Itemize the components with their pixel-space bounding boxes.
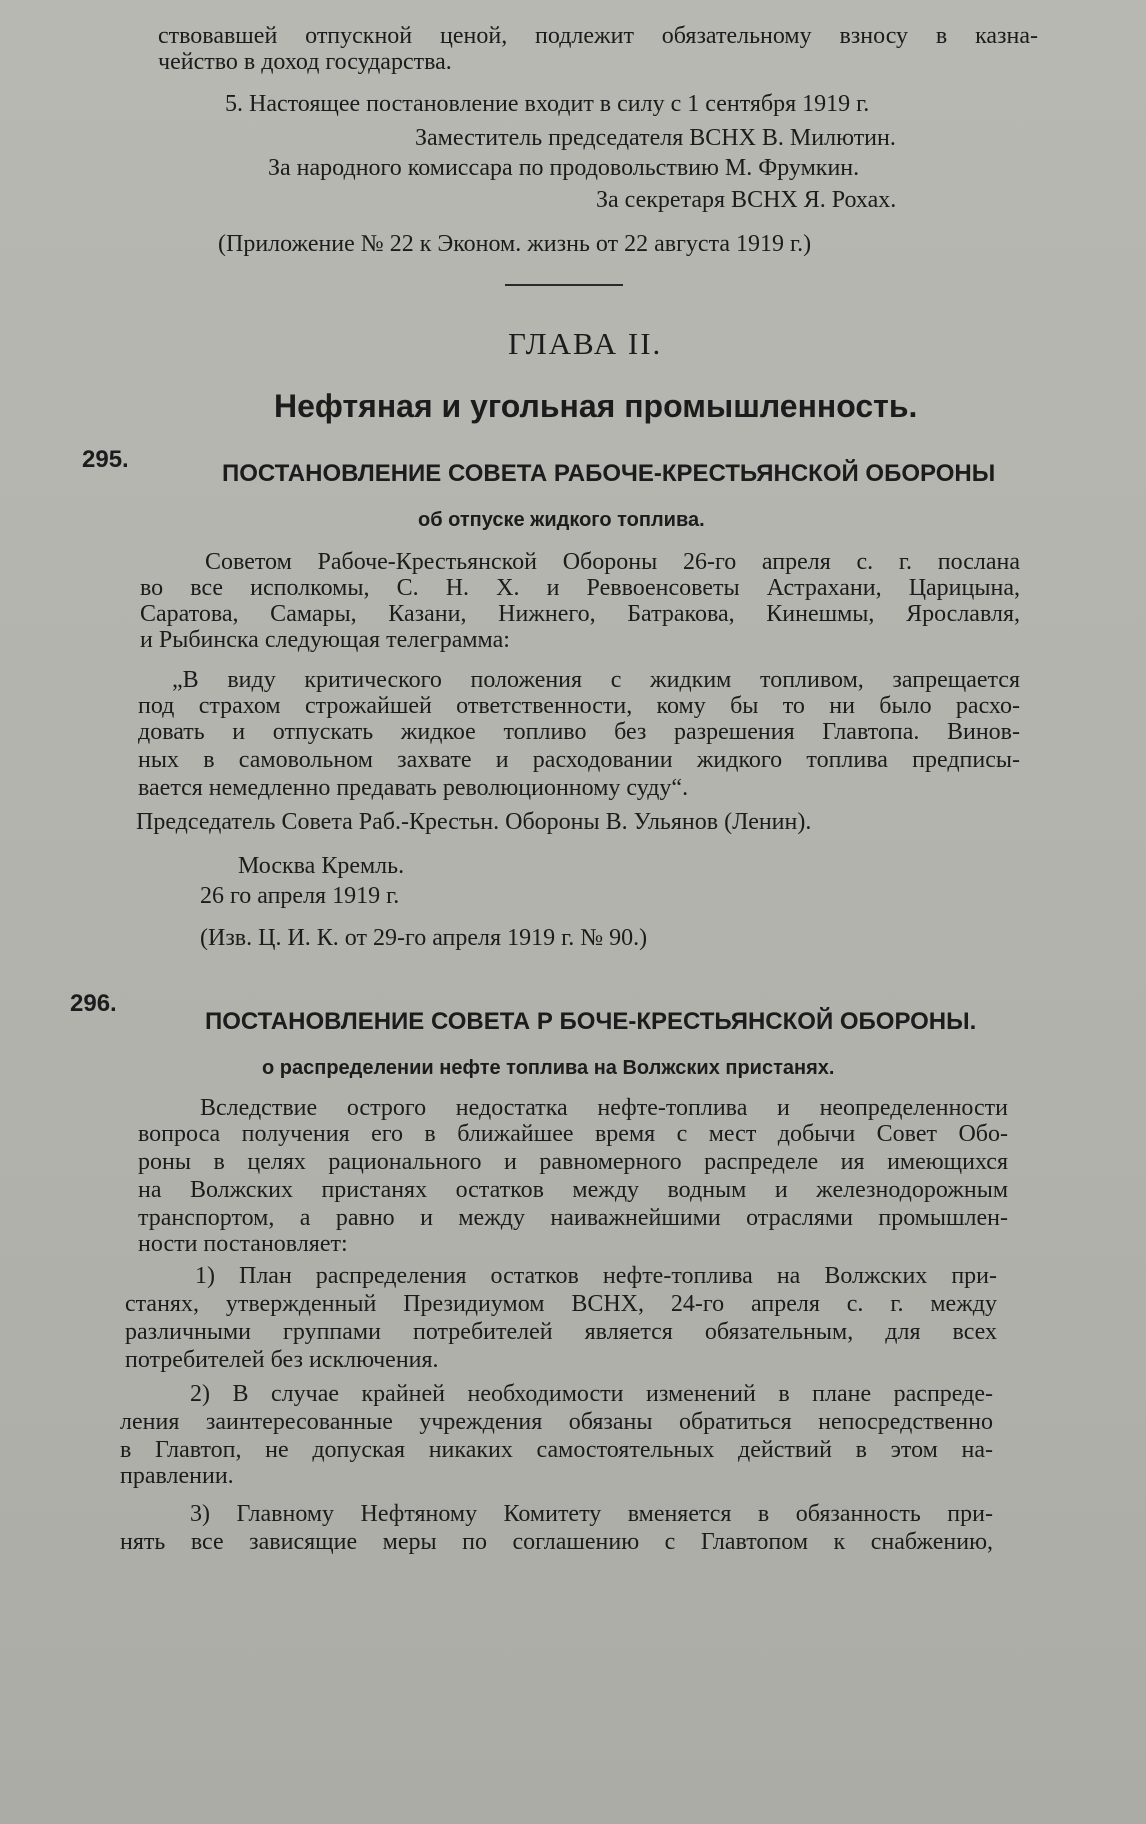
point-1-line-2: станях, утвержденный Президиумом ВСНХ, 24-го апреля с. г. между (125, 1291, 997, 1317)
decree-295-intro-4: и Рыбинска следующая телеграмма: (140, 627, 510, 653)
point-2-line-4: правлении. (120, 1463, 234, 1489)
item-5: 5. Настоящее постановление входит в силу с 1 сентября 1919 г. (225, 91, 870, 117)
chapter-title: Нефтяная и угольная промышленность. (274, 388, 918, 424)
point-3-line-2: нять все зависящие меры по соглашению с Главтопом к снабжению, (120, 1529, 993, 1555)
point-1-line-1: 1) План распределения остатков нефте-топлива на Волжских при- (195, 1263, 997, 1289)
decree-296-intro-2: вопроса получения его в ближайшее время с мест добычи Совет Обо- (138, 1121, 1008, 1147)
point-2-line-2: ления заинтересованные учреждения обязаны обратиться непосредственно (120, 1409, 993, 1435)
point-3-line-1: 3) Главному Нефтяному Комитету вменяется в обязанность при- (190, 1501, 993, 1527)
telegram-line-3: довать и отпускать жидкое топливо без разрешения Главтопа. Винов- (138, 719, 1020, 745)
point-2-line-1: 2) В случае крайней необходимости изменений в плане распреде- (190, 1381, 993, 1407)
decree-296-intro-4: на Волжских пристанях остатков между водным и железнодорожным (138, 1177, 1008, 1203)
signature-frumkin: За народного комиссара по продовольствию М. Фрумкин. (268, 155, 860, 181)
decree-295-intro-3: Саратова, Самары, Казани, Нижнего, Батракова, Кинешмы, Ярославля, (140, 601, 1020, 627)
appendix-note: (Приложение № 22 к Эконом. жизнь от 22 августа 1919 г.) (218, 231, 812, 257)
decree-295-date: 26 го апреля 1919 г. (200, 883, 400, 909)
divider-rule (505, 284, 623, 286)
decree-296-number: 296. (70, 990, 117, 1017)
point-1-line-4: потребителей без исключения. (125, 1347, 439, 1373)
decree-296-intro-1: Вследствие острого недостатка нефте-топлива и неопределенности (200, 1095, 1008, 1121)
decree-296-subtitle: о распределении нефте топлива на Волжских пристанях. (262, 1057, 835, 1079)
decree-296-intro-5: транспортом, а равно и между наиважнейшими отраслями промышлен- (138, 1205, 1008, 1231)
decree-295-subtitle: об отпуске жидкого топлива. (418, 509, 705, 531)
telegram-line-5: вается немедленно предавать революционному суду“. (138, 775, 689, 801)
telegram-line-4: ных в самовольном захвате и расходовании жидкого топлива предписы- (138, 747, 1020, 773)
decree-295-title: ПОСТАНОВЛЕНИЕ СОВЕТА РАБОЧЕ-КРЕСТЬЯНСКОЙ ОБОРОНЫ (222, 460, 996, 487)
signature-milyutin: Заместитель председателя ВСНХ В. Милютин. (415, 125, 896, 151)
top-line-2: чейство в доход государства. (158, 49, 452, 75)
signature-secretary: За секретаря ВСНХ Я. Рохах. (596, 187, 897, 213)
chapter-heading: ГЛАВА II. (508, 326, 663, 361)
decree-295-intro-1: Советом Рабоче-Крестьянской Обороны 26-го апреля с. г. послана (205, 549, 1020, 575)
decree-295-number: 295. (82, 446, 129, 473)
decree-296-intro-6: ности постановляет: (138, 1231, 348, 1257)
point-1-line-3: различными группами потребителей является обязательным, для всех (125, 1319, 997, 1345)
decree-295-source: (Изв. Ц. И. К. от 29-го апреля 1919 г. № 90.) (200, 925, 648, 951)
point-2-line-3: в Главтоп, не допуская никаких самостоятельных действий в этом на- (120, 1437, 993, 1463)
decree-296-title: ПОСТАНОВЛЕНИЕ СОВЕТА Р БОЧЕ-КРЕСТЬЯНСКОЙ ОБОРОНЫ. (205, 1008, 977, 1035)
telegram-line-1: „В виду критического положения с жидким топливом, запрещается (172, 667, 1020, 693)
decree-295-place: Москва Кремль. (238, 853, 405, 879)
decree-296-intro-3: роны в целях рационального и равномерного распределе ия имеющихся (138, 1149, 1008, 1175)
decree-295-signature: Председатель Совета Раб.-Крестьн. Обороны В. Ульянов (Ленин). (136, 809, 812, 835)
telegram-line-2: под страхом строжайшей ответственности, кому бы то ни было расхо- (138, 693, 1020, 719)
decree-295-intro-2: во все исполкомы, С. Н. Х. и Реввоенсоветы Астрахани, Царицына, (140, 575, 1020, 601)
top-line-1: ствовавшей отпускной ценой, подлежит обязательному взносу в казна- (158, 23, 1038, 49)
